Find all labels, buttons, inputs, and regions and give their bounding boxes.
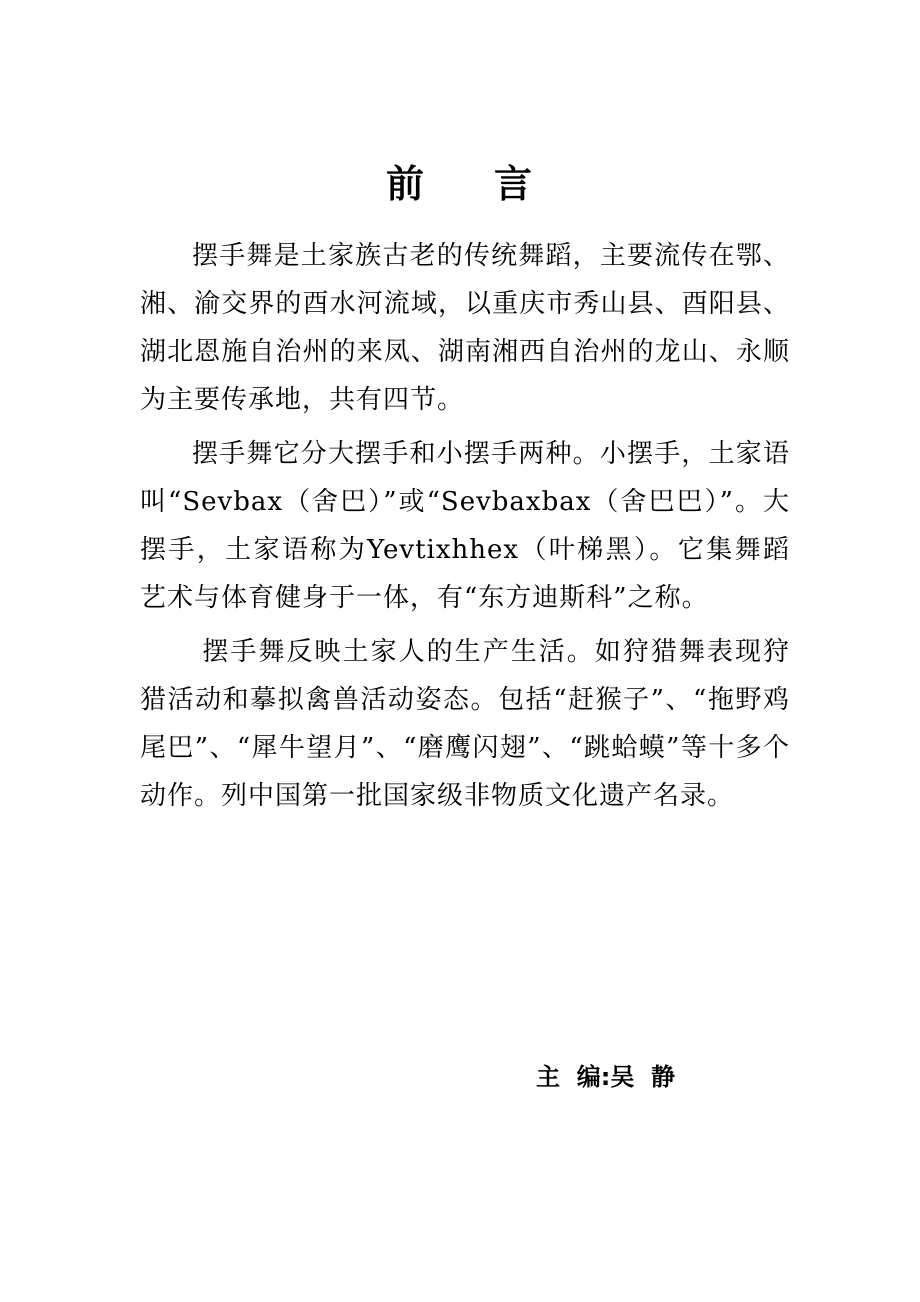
page-title [0,153,920,208]
editor-label: 主 编: [536,1063,611,1091]
editor-credit [536,1057,675,1092]
title-char-2: 言 [494,162,535,207]
paragraph-1: 摆手舞是土家族古老的传统舞蹈，主要流传在鄂、湘、渝交界的酉水河流域，以重庆市秀山县、酉阳县、湖北恩施自治州的来凤、湖南湘西自治州的龙山、永顺为主要传承地，共有四节。 [140,241,790,415]
title-char-1: 前 [385,162,426,207]
paragraph-2: 摆手舞它分大摆手和小摆手两种。小摆手，土家语叫“Sevbax（舍巴）”或“Sevbaxbax（舍巴巴）”。大摆手，土家语称为Yevtixhhex（叶梯黑）。它集舞蹈艺术与体育健身于一体，有“东方迪斯科”之称。 [140,439,790,613]
editor-name: 吴 静 [610,1063,676,1091]
preface-body [140,232,790,826]
paragraph-3: 摆手舞反映土家人的生产生活。如狩猎舞表现狩猎活动和摹拟禽兽活动姿态。包括“赶猴子”、“拖野鸡尾巴”、“犀牛望月”、“磨鹰闪翅”、“跳蛤蟆”等十多个动作。列中国第一批国家级非物质文化遗产名录。 [140,637,790,811]
